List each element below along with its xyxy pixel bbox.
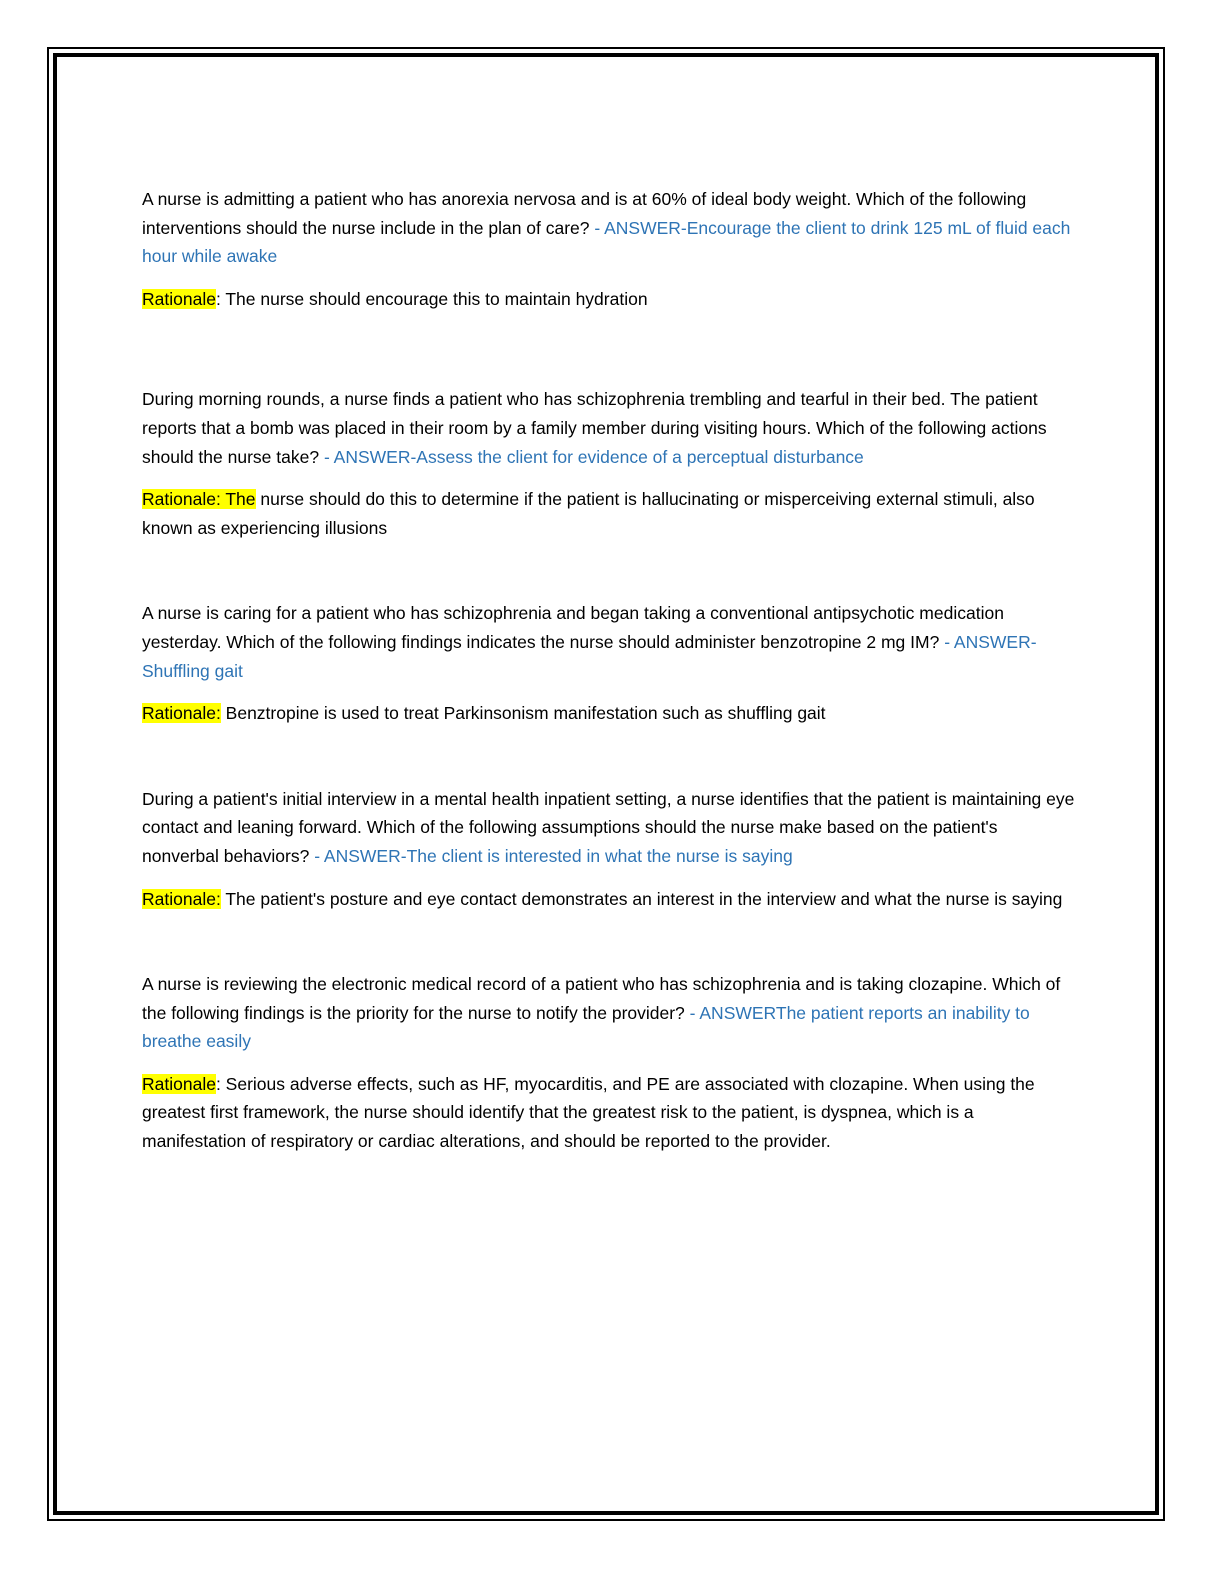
question-text: [142, 970, 1077, 1056]
rationale: [142, 285, 1077, 314]
rationale-text: Benztropine is used to treat Parkinsonism manifestation such as shuffling gait: [220, 703, 826, 724]
qa-item-3: [142, 599, 1077, 727]
spacer: [142, 313, 1077, 385]
qa-item-2: [142, 385, 1077, 542]
question-body: During morning rounds, a nurse finds a patient who has schizophrenia trembling and tearful in their bed. The patient reports that a bomb was placed in their room by a family member during visiting hours. Which of the following actions should the nurse take?: [142, 389, 1047, 467]
rationale-label: Rationale: [142, 1073, 216, 1094]
answer-text: - ANSWERThe patient reports an inability to breathe easily: [142, 1002, 1030, 1052]
spacer: [142, 913, 1077, 970]
rationale-text: : The nurse should encourage this to maintain hydration: [215, 288, 648, 309]
rationale-label: Rationale: [142, 288, 216, 309]
question-text: [142, 385, 1077, 471]
document-content: [142, 185, 1077, 1156]
rationale-text: The patient's posture and eye contact demonstrates an interest in the interview and what the nurse is saying: [220, 888, 1063, 909]
rationale: [142, 485, 1077, 542]
rationale-label: Rationale:: [142, 703, 221, 724]
answer-text: - ANSWER-Shuffling gait: [142, 631, 1037, 681]
answer-text: - ANSWER-The client is interested in what the nurse is saying: [314, 845, 793, 866]
question-body: During a patient's initial interview in a mental health inpatient setting, a nurse identifies that the patient is maintaining eye contact and leaning forward. Which of the following assumptions should the nurse make based on the patient's nonverbal behaviors?: [142, 788, 1075, 866]
question-body: A nurse is admitting a patient who has anorexia nervosa and is at 60% of ideal body weight. Which of the following interventions should the nurse include in the plan of care?: [142, 189, 1027, 238]
answer-text: - ANSWER-Assess the client for evidence of a perceptual disturbance: [323, 446, 864, 467]
question-text: [142, 185, 1077, 271]
rationale: [142, 699, 1077, 728]
qa-item-4: [142, 785, 1077, 913]
rationale-label: Rationale:: [142, 888, 221, 909]
question-text: [142, 599, 1077, 685]
qa-item-1: [142, 185, 1077, 313]
answer-text: - ANSWER-Encourage the client to drink 125 mL of fluid each hour while awake: [142, 217, 1071, 267]
question-body: A nurse is reviewing the electronic medical record of a patient who has schizophrenia and is taking clozapine. Which of the following findings is the priority for the nurse to notify the provider?: [142, 974, 1061, 1023]
rationale-text: nurse should do this to determine if the patient is hallucinating or misperceiving external stimuli, also known as experiencing illusions: [142, 489, 1035, 538]
rationale: [142, 885, 1077, 914]
question-text: [142, 785, 1077, 871]
qa-item-5: [142, 970, 1077, 1156]
spacer: [142, 728, 1077, 785]
question-body: A nurse is caring for a patient who has schizophrenia and began taking a conventional antipsychotic medication yesterday. Which of the following findings indicates the nurse should administer benzotropine 2 mg IM?: [142, 603, 1004, 652]
rationale-label: Rationale: The: [142, 489, 256, 510]
spacer: [142, 542, 1077, 599]
rationale: [142, 1070, 1077, 1156]
rationale-text: : Serious adverse effects, such as HF, myocarditis, and PE are associated with clozapine. When using the greatest first framework, the nurse should identify that the greatest risk to the patient, is dyspnea, which is a manifestation of respiratory or cardiac alterations, and should be reported to the provider.: [142, 1073, 1035, 1152]
